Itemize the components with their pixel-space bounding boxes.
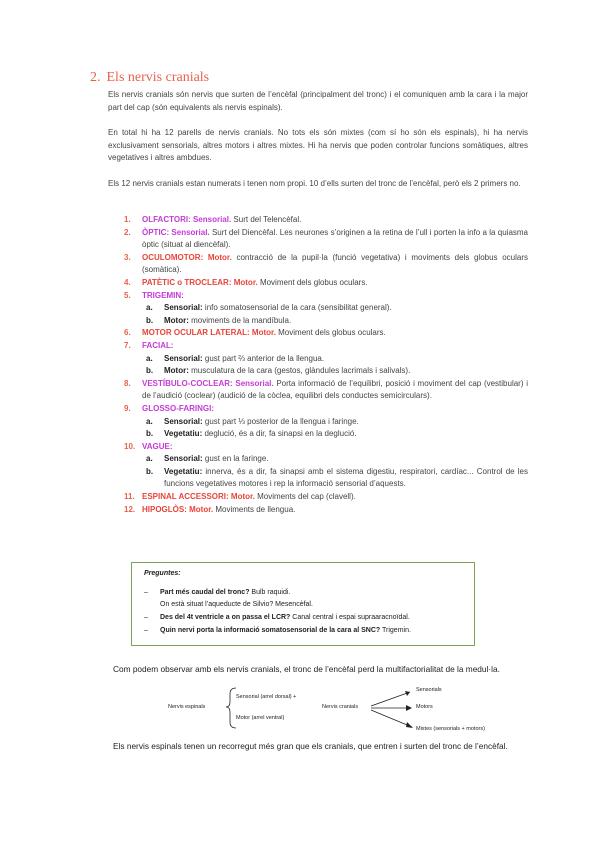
nerve-name: TROCLEAR: Motor. — [184, 277, 258, 287]
questions-box — [131, 562, 475, 646]
nerve-item — [126, 227, 528, 252]
subitem-text: gust en la faringe. — [202, 454, 269, 464]
nerve-subitem — [126, 416, 528, 429]
nerve-item — [126, 504, 528, 517]
nerve-name: OCULOMOTOR: Motor. — [142, 252, 232, 262]
nerve-item — [126, 252, 528, 277]
subitem-text: deglució, és a dir, fa sinapsi en la deglució. — [202, 429, 357, 439]
subitem-label: Sensorial: — [164, 416, 203, 426]
subitem-label: Motor: — [164, 366, 189, 376]
subitem-label: Motor: — [164, 315, 189, 325]
nerve-name: MOTOR OCULAR LATERAL: Motor. — [142, 328, 276, 338]
nerve-description: Moviments de llengua. — [213, 504, 296, 514]
nerve-item — [126, 277, 528, 290]
nerve-item — [126, 378, 528, 403]
subitem-letter: a. — [146, 303, 153, 313]
subitem-letter: b. — [146, 466, 154, 476]
subitem-letter: b. — [146, 429, 154, 439]
subitem-letter: a. — [146, 454, 153, 464]
nerve-number: 3. — [124, 252, 131, 262]
nerve-item — [126, 340, 528, 353]
nerve-name-connector: o — [175, 277, 185, 287]
nerve-description: Moviment dels globus oculars. — [257, 277, 368, 287]
questions-title: Preguntes: — [144, 570, 181, 577]
nerve-item — [126, 290, 528, 303]
nerve-item — [126, 327, 528, 340]
paragraph-1: Els nervis cranials són nervis que surten de l’encèfal (principalment del tronc) i el comuniquen amb la cara i la major part del cap (són equivalents als nervis espinals). — [108, 90, 528, 112]
arrowhead-mixtes — [406, 722, 413, 728]
nerve-number: 9. — [124, 403, 131, 413]
nerve-number: 12. — [124, 504, 136, 514]
nerve-number: 5. — [124, 290, 131, 300]
nerve-item — [126, 491, 528, 504]
nerve-name: ESPINAL ACCESSORI: Motor. — [142, 492, 255, 502]
subitem-text: info somatosensorial de la cara (sensibilitat general). — [202, 303, 392, 313]
nerve-subitem — [126, 453, 528, 466]
nerve-number: 7. — [124, 340, 131, 350]
label-nervis-espinals: Nervis espinals — [168, 704, 206, 710]
nerve-name: HIPOGLÒS: Motor. — [142, 504, 214, 514]
label-mixtes: Mixtes (sensorials + motors) — [416, 726, 485, 732]
nerve-number: 11. — [124, 492, 135, 502]
nerve-number: 4. — [124, 277, 131, 287]
cranial-nerve-list — [126, 214, 528, 516]
nerve-name: TRIGEMIN: — [142, 290, 184, 300]
conclusion-line-2: Els nervis espinals tenen un recorregut més gran que els cranials, que entren i surten del tronc de l’encèfal. — [113, 741, 508, 751]
paragraph-3: Els 12 nervis cranials estan numerats i tenen nom propi. 10 d’ells surten del tronc de l’encèfal, però els 2 primers no. — [108, 179, 521, 188]
nerve-name: VAGUE: — [142, 441, 173, 451]
subitem-label: Sensorial: — [164, 454, 203, 464]
label-sensorial-arrel-dorsal: Sensorial (arrel dorsal) + — [236, 694, 297, 700]
subitem-text: musculatura de la cara (gestos, glàndules lacrimals i salivals). — [188, 366, 411, 376]
subitem-label: Sensorial: — [164, 353, 203, 363]
nerve-number: 1. — [124, 215, 131, 224]
question-item: – Part més caudal del tronc? Bulb raquidi. — [144, 589, 291, 596]
nerve-description: Surt del Telencèfal. — [231, 215, 302, 224]
nerve-subitem — [126, 315, 528, 328]
nerve-item — [126, 214, 528, 227]
nerve-name: GLOSSO-FARINGI: — [142, 403, 214, 413]
subitem-letter: b. — [146, 366, 154, 376]
conclusion-line-1: Com podem observar amb els nervis cranials, el tronc de l’encèfal perd la multifactorialitat de la medul·la. — [113, 664, 500, 674]
espinals-brace — [226, 688, 236, 728]
nerve-description: Moviment dels globus oculars. — [275, 328, 386, 338]
section-heading — [90, 70, 209, 86]
arrow-mixtes — [371, 710, 412, 727]
label-nervis-cranials: Nervis cranials — [322, 704, 359, 710]
nerve-name: ÒPTIC: Sensorial. — [142, 227, 210, 237]
question-item: On està situat l’aqueducte de Silvio? Mesencèfal. — [160, 601, 313, 608]
subitem-text: gust part ⅓ posterior de la llengua i faringe. — [202, 416, 359, 426]
question-item: – Quin nervi porta la informació somatosensorial de la cara al SNC? Trigemin. — [144, 627, 411, 634]
nerve-description: Porta informació de l’equilibri, posició i moviment del cap (vestibular) i de l’audició (coclear) (audició de la còclea, equilibri dels conductes semicirculars). — [142, 378, 529, 401]
nerve-name: VESTÍBULO-COCLEAR: Sensorial. — [142, 378, 274, 388]
section-number: 2. — [90, 70, 101, 85]
nerve-number: 2. — [124, 227, 131, 237]
nerve-name: FACIAL: — [142, 340, 174, 350]
question-item: – Des del 4t ventricle a on passa el LCR? Canal central i espai supraaracnoïdal. — [144, 614, 410, 621]
nerve-subitem — [126, 365, 528, 378]
label-sensorials: Sensorials — [416, 687, 442, 693]
subitem-label: Sensorial: — [164, 303, 203, 313]
nerve-subitem — [126, 302, 528, 315]
nerve-subitem — [126, 353, 528, 366]
subitem-label: Vegetatiu: — [164, 429, 203, 439]
arrow-sensorials — [371, 692, 410, 706]
nerve-number: 6. — [124, 328, 131, 338]
nerve-description: Moviments del cap (clavell). — [254, 492, 356, 502]
nerve-number: 8. — [124, 378, 131, 388]
label-motor-arrel-ventral: Motor (arrel ventral) — [236, 715, 285, 721]
nerve-number: 10. — [124, 441, 136, 451]
subitem-text: gust part ⅔ anterior de la llengua. — [202, 353, 325, 363]
arrowhead-motors — [406, 705, 412, 711]
arrowhead-sensorials — [405, 691, 410, 696]
paragraph-2: En total hi ha 12 parells de nervis cranials. No tots els són mixtes (com sí ho són els espinals), hi ha nervis exclusivament sensorials, altres motors i altres mixtes. Hi ha nervis que poden controlar funcions somàtiques, altres vegetatives i altres ambdues. — [108, 128, 528, 163]
subitem-letter: b. — [146, 315, 154, 325]
nerve-description: contracció de la pupil·la (funció vegetativa) i moviments dels globus oculars (somàtica). — [142, 252, 528, 275]
nerve-subitem — [126, 466, 528, 491]
subitem-text: moviments de la mandíbula. — [188, 315, 292, 325]
nerve-name: OLFACTORI: Sensorial. — [142, 215, 232, 224]
subitem-letter: a. — [146, 353, 153, 363]
section-title: Els nervis cranials — [106, 70, 210, 85]
nerve-item — [126, 441, 528, 454]
nerve-item — [126, 403, 528, 416]
nerve-description: Surt del Diencèfal. Les neurones s’originen a la retina de l’ull i porten la info a la quiasma òptic (situat al diencèfal). — [142, 227, 529, 250]
nerve-name: PATÈTIC — [142, 277, 176, 287]
subitem-letter: a. — [146, 416, 153, 426]
subitem-text: innerva, és a dir, fa sinapsi amb el sistema digestiu, respiratori, cardíac... Control de les funcions vegetatives motores i rep la informació sensorial d’aquests. — [164, 466, 528, 489]
label-motors: Motors — [416, 704, 433, 710]
subitem-label: Vegetatiu: — [164, 466, 203, 476]
nerve-subitem — [126, 428, 528, 441]
